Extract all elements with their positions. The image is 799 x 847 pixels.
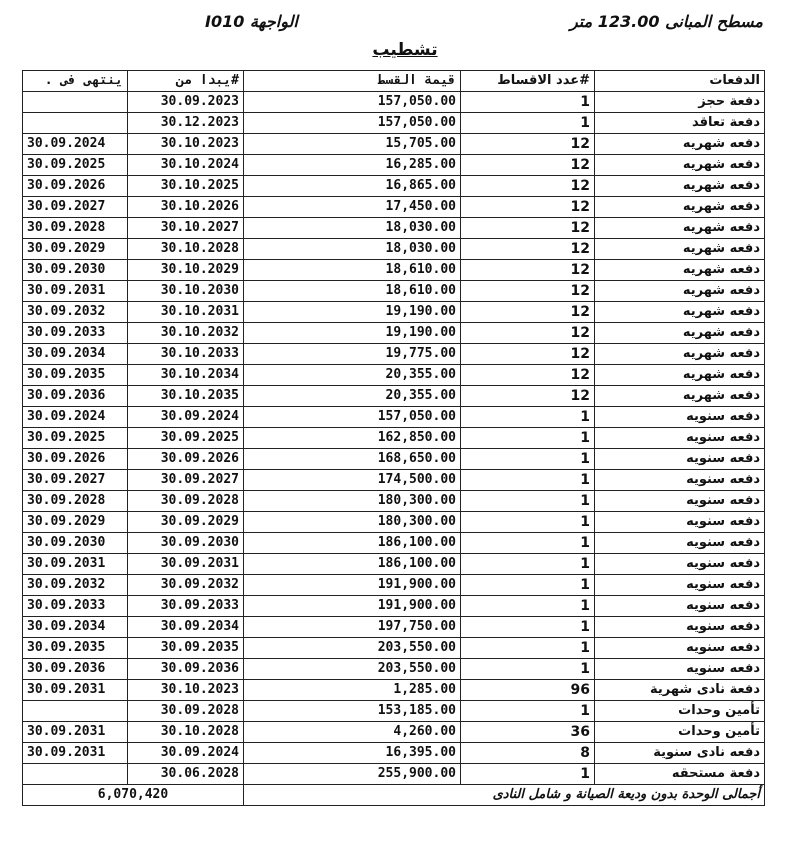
end-date-cell: 30.09.2024 — [23, 134, 128, 155]
installment-amount-cell: 1,285.00 — [244, 680, 461, 701]
table-row — [23, 449, 765, 470]
payment-type-cell: دفعه سنويه — [595, 575, 765, 596]
end-date-cell: 30.09.2030 — [23, 533, 128, 554]
installment-amount-cell: 20,355.00 — [244, 365, 461, 386]
installment-amount-cell: 19,190.00 — [244, 323, 461, 344]
installment-amount-cell: 20,355.00 — [244, 386, 461, 407]
start-date-cell: 30.09.2032 — [128, 575, 244, 596]
column-header-start-date: #يبدا من — [128, 71, 244, 92]
installment-count-cell: 12 — [461, 155, 595, 176]
installment-count-cell: 8 — [461, 743, 595, 764]
payment-schedule-table — [22, 70, 765, 806]
installment-count-cell: 1 — [461, 617, 595, 638]
end-date-cell: 30.09.2027 — [23, 197, 128, 218]
end-date-cell — [23, 113, 128, 134]
end-date-cell: 30.09.2032 — [23, 575, 128, 596]
installment-amount-cell: 15,705.00 — [244, 134, 461, 155]
installment-count-cell: 12 — [461, 344, 595, 365]
installment-amount-cell: 180,300.00 — [244, 491, 461, 512]
payment-type-cell: دفعه شهريه — [595, 260, 765, 281]
table-row — [23, 722, 765, 743]
table-row — [23, 323, 765, 344]
payment-type-cell: دفعه سنويه — [595, 638, 765, 659]
start-date-cell: 30.09.2026 — [128, 449, 244, 470]
payment-type-cell: دفعه نادى سنوية — [595, 743, 765, 764]
installment-amount-cell: 19,775.00 — [244, 344, 461, 365]
table-row — [23, 554, 765, 575]
column-header-payment-type: الدفعات — [595, 71, 765, 92]
installment-amount-cell: 191,900.00 — [244, 575, 461, 596]
installment-amount-cell: 18,610.00 — [244, 281, 461, 302]
installment-count-cell: 1 — [461, 659, 595, 680]
installment-amount-cell: 18,610.00 — [244, 260, 461, 281]
installment-count-cell: 1 — [461, 533, 595, 554]
installment-count-cell: 12 — [461, 197, 595, 218]
installment-count-cell: 1 — [461, 575, 595, 596]
end-date-cell: 30.09.2025 — [23, 155, 128, 176]
installment-count-cell: 1 — [461, 407, 595, 428]
installment-amount-cell: 17,450.00 — [244, 197, 461, 218]
installment-amount-cell: 162,850.00 — [244, 428, 461, 449]
start-date-cell: 30.09.2024 — [128, 743, 244, 764]
installment-count-cell: 1 — [461, 554, 595, 575]
end-date-cell: 30.09.2029 — [23, 239, 128, 260]
table-row — [23, 743, 765, 764]
payment-type-cell: دفعة حجز — [595, 92, 765, 113]
payment-type-cell: دفعه سنويه — [595, 554, 765, 575]
payment-type-cell: دفعة مستحقه — [595, 764, 765, 785]
start-date-cell: 30.10.2023 — [128, 680, 244, 701]
table-row — [23, 659, 765, 680]
end-date-cell: 30.09.2029 — [23, 512, 128, 533]
start-date-cell: 30.10.2035 — [128, 386, 244, 407]
end-date-cell: 30.09.2031 — [23, 743, 128, 764]
installment-count-cell: 12 — [461, 302, 595, 323]
installment-count-cell: 12 — [461, 176, 595, 197]
end-date-cell: 30.09.2024 — [23, 407, 128, 428]
table-row — [23, 491, 765, 512]
table-row — [23, 617, 765, 638]
table-row — [23, 701, 765, 722]
installment-amount-cell: 255,900.00 — [244, 764, 461, 785]
start-date-cell: 30.10.2028 — [128, 722, 244, 743]
table-row — [23, 218, 765, 239]
table-row — [23, 533, 765, 554]
end-date-cell: 30.09.2033 — [23, 323, 128, 344]
end-date-cell: 30.09.2028 — [23, 218, 128, 239]
payment-type-cell: دفعه سنويه — [595, 512, 765, 533]
start-date-cell: 30.12.2023 — [128, 113, 244, 134]
end-date-cell: 30.09.2026 — [23, 176, 128, 197]
installment-amount-cell: 157,050.00 — [244, 113, 461, 134]
start-date-cell: 30.10.2034 — [128, 365, 244, 386]
start-date-cell: 30.10.2028 — [128, 239, 244, 260]
installment-count-cell: 1 — [461, 512, 595, 533]
end-date-cell: 30.09.2031 — [23, 554, 128, 575]
payment-type-cell: دفعه شهريه — [595, 323, 765, 344]
grand-total-value: 6,070,420 — [23, 785, 244, 806]
start-date-cell: 30.10.2030 — [128, 281, 244, 302]
payment-type-cell: دفعه سنويه — [595, 428, 765, 449]
installment-amount-cell: 174,500.00 — [244, 470, 461, 491]
installment-amount-cell: 186,100.00 — [244, 533, 461, 554]
installment-amount-cell: 16,395.00 — [244, 743, 461, 764]
start-date-cell: 30.10.2023 — [128, 134, 244, 155]
start-date-cell: 30.09.2024 — [128, 407, 244, 428]
installment-count-cell: 12 — [461, 134, 595, 155]
document-title: تشطيب — [372, 40, 438, 60]
table-row — [23, 512, 765, 533]
installment-count-cell: 1 — [461, 428, 595, 449]
installment-count-cell: 12 — [461, 218, 595, 239]
installment-amount-cell: 18,030.00 — [244, 218, 461, 239]
payment-type-cell: دفعه سنويه — [595, 449, 765, 470]
table-row — [23, 680, 765, 701]
payment-type-cell: دفعه سنويه — [595, 491, 765, 512]
end-date-cell: 30.09.2031 — [23, 281, 128, 302]
start-date-cell: 30.09.2031 — [128, 554, 244, 575]
installment-count-cell: 1 — [461, 764, 595, 785]
table-row — [23, 386, 765, 407]
installment-amount-cell: 19,190.00 — [244, 302, 461, 323]
installment-amount-cell: 4,260.00 — [244, 722, 461, 743]
start-date-cell: 30.09.2033 — [128, 596, 244, 617]
installment-amount-cell: 16,285.00 — [244, 155, 461, 176]
end-date-cell: 30.09.2026 — [23, 449, 128, 470]
payment-type-cell: تأمين وحدات — [595, 701, 765, 722]
installment-amount-cell: 186,100.00 — [244, 554, 461, 575]
start-date-cell: 30.09.2025 — [128, 428, 244, 449]
installment-count-cell: 1 — [461, 449, 595, 470]
installment-amount-cell: 203,550.00 — [244, 659, 461, 680]
end-date-cell: 30.09.2025 — [23, 428, 128, 449]
column-header-end-date: ينتهى فى . — [23, 71, 128, 92]
installment-count-cell: 36 — [461, 722, 595, 743]
table-row — [23, 575, 765, 596]
table-row — [23, 239, 765, 260]
start-date-cell: 30.06.2028 — [128, 764, 244, 785]
start-date-cell: 30.09.2034 — [128, 617, 244, 638]
payment-type-cell: دفعه شهريه — [595, 344, 765, 365]
end-date-cell: 30.09.2035 — [23, 365, 128, 386]
installment-amount-cell: 157,050.00 — [244, 407, 461, 428]
installment-amount-cell: 153,185.00 — [244, 701, 461, 722]
installment-count-cell: 12 — [461, 281, 595, 302]
installment-amount-cell: 16,865.00 — [244, 176, 461, 197]
end-date-cell: 30.09.2032 — [23, 302, 128, 323]
payment-type-cell: دفعه شهريه — [595, 176, 765, 197]
table-row — [23, 344, 765, 365]
table-row — [23, 92, 765, 113]
table-row — [23, 596, 765, 617]
table-row — [23, 113, 765, 134]
payment-type-cell: دفعه شهريه — [595, 386, 765, 407]
installment-count-cell: 12 — [461, 365, 595, 386]
installment-count-cell: 1 — [461, 92, 595, 113]
start-date-cell: 30.09.2028 — [128, 491, 244, 512]
payment-type-cell: دفعه سنويه — [595, 533, 765, 554]
end-date-cell: 30.09.2030 — [23, 260, 128, 281]
installment-amount-cell: 168,650.00 — [244, 449, 461, 470]
installment-amount-cell: 18,030.00 — [244, 239, 461, 260]
installment-amount-cell: 203,550.00 — [244, 638, 461, 659]
installment-count-cell: 12 — [461, 386, 595, 407]
table-row — [23, 428, 765, 449]
end-date-cell — [23, 764, 128, 785]
payment-type-cell: دفعه سنويه — [595, 470, 765, 491]
end-date-cell: 30.09.2036 — [23, 659, 128, 680]
payment-type-cell: دفعه سنويه — [595, 407, 765, 428]
payment-type-cell: تأمين وحدات — [595, 722, 765, 743]
installment-amount-cell: 191,900.00 — [244, 596, 461, 617]
table-row — [23, 764, 765, 785]
start-date-cell: 30.10.2031 — [128, 302, 244, 323]
end-date-cell — [23, 92, 128, 113]
payment-type-cell: دفعه شهريه — [595, 134, 765, 155]
table-header-row — [23, 71, 765, 92]
table-row — [23, 638, 765, 659]
table-row — [23, 281, 765, 302]
end-date-cell: 30.09.2028 — [23, 491, 128, 512]
payment-type-cell: دفعه شهريه — [595, 218, 765, 239]
end-date-cell: 30.09.2027 — [23, 470, 128, 491]
installment-amount-cell: 197,750.00 — [244, 617, 461, 638]
start-date-cell: 30.09.2028 — [128, 701, 244, 722]
end-date-cell: 30.09.2034 — [23, 617, 128, 638]
payment-type-cell: دفعة نادى شهرية — [595, 680, 765, 701]
installment-count-cell: 12 — [461, 323, 595, 344]
payment-type-cell: دفعه شهريه — [595, 197, 765, 218]
end-date-cell: 30.09.2036 — [23, 386, 128, 407]
table-row — [23, 134, 765, 155]
payment-type-cell: دفعه شهريه — [595, 365, 765, 386]
end-date-cell: 30.09.2034 — [23, 344, 128, 365]
payment-type-cell: دفعه شهريه — [595, 155, 765, 176]
installment-count-cell: 1 — [461, 638, 595, 659]
start-date-cell: 30.10.2029 — [128, 260, 244, 281]
table-row — [23, 302, 765, 323]
payment-type-cell: دفعه سنويه — [595, 659, 765, 680]
installment-count-cell: 1 — [461, 470, 595, 491]
installment-count-cell: 1 — [461, 596, 595, 617]
start-date-cell: 30.10.2032 — [128, 323, 244, 344]
column-header-installment-amount: قيمة القسط — [244, 71, 461, 92]
end-date-cell: 30.09.2033 — [23, 596, 128, 617]
end-date-cell: 30.09.2031 — [23, 680, 128, 701]
installment-amount-cell: 180,300.00 — [244, 512, 461, 533]
start-date-cell: 30.09.2027 — [128, 470, 244, 491]
start-date-cell: 30.10.2027 — [128, 218, 244, 239]
document-header — [0, 10, 799, 36]
table-row — [23, 176, 765, 197]
start-date-cell: 30.10.2026 — [128, 197, 244, 218]
installment-count-cell: 12 — [461, 260, 595, 281]
end-date-cell — [23, 701, 128, 722]
installment-count-cell: 1 — [461, 701, 595, 722]
table-row — [23, 407, 765, 428]
start-date-cell: 30.09.2023 — [128, 92, 244, 113]
table-footer-row — [23, 785, 765, 806]
start-date-cell: 30.09.2036 — [128, 659, 244, 680]
table-row — [23, 365, 765, 386]
grand-total-label: أجمالى الوحدة بدون وديعة الصيانة و شامل النادى — [244, 785, 765, 806]
payment-type-cell: دفعه شهريه — [595, 302, 765, 323]
table-row — [23, 260, 765, 281]
column-header-installment-count: #عدد الاقساط — [461, 71, 595, 92]
table-body — [23, 92, 765, 785]
payment-type-cell: دفعه شهريه — [595, 281, 765, 302]
installment-count-cell: 1 — [461, 113, 595, 134]
table-row — [23, 197, 765, 218]
start-date-cell: 30.09.2035 — [128, 638, 244, 659]
table-row — [23, 470, 765, 491]
start-date-cell: 30.10.2033 — [128, 344, 244, 365]
start-date-cell: 30.09.2029 — [128, 512, 244, 533]
start-date-cell: 30.09.2030 — [128, 533, 244, 554]
end-date-cell: 30.09.2035 — [23, 638, 128, 659]
installment-count-cell: 96 — [461, 680, 595, 701]
facade-label: الواجهة I010 — [205, 12, 298, 31]
table-row — [23, 155, 765, 176]
payment-type-cell: دفعه سنويه — [595, 617, 765, 638]
payment-type-cell: دفعه سنويه — [595, 596, 765, 617]
end-date-cell: 30.09.2031 — [23, 722, 128, 743]
start-date-cell: 30.10.2025 — [128, 176, 244, 197]
installment-amount-cell: 157,050.00 — [244, 92, 461, 113]
installment-count-cell: 1 — [461, 491, 595, 512]
payment-type-cell: دفعه شهريه — [595, 239, 765, 260]
installment-count-cell: 12 — [461, 239, 595, 260]
payment-type-cell: دفعة تعاقد — [595, 113, 765, 134]
building-area-label: مسطح المبانى 123.00 متر — [569, 12, 763, 31]
start-date-cell: 30.10.2024 — [128, 155, 244, 176]
